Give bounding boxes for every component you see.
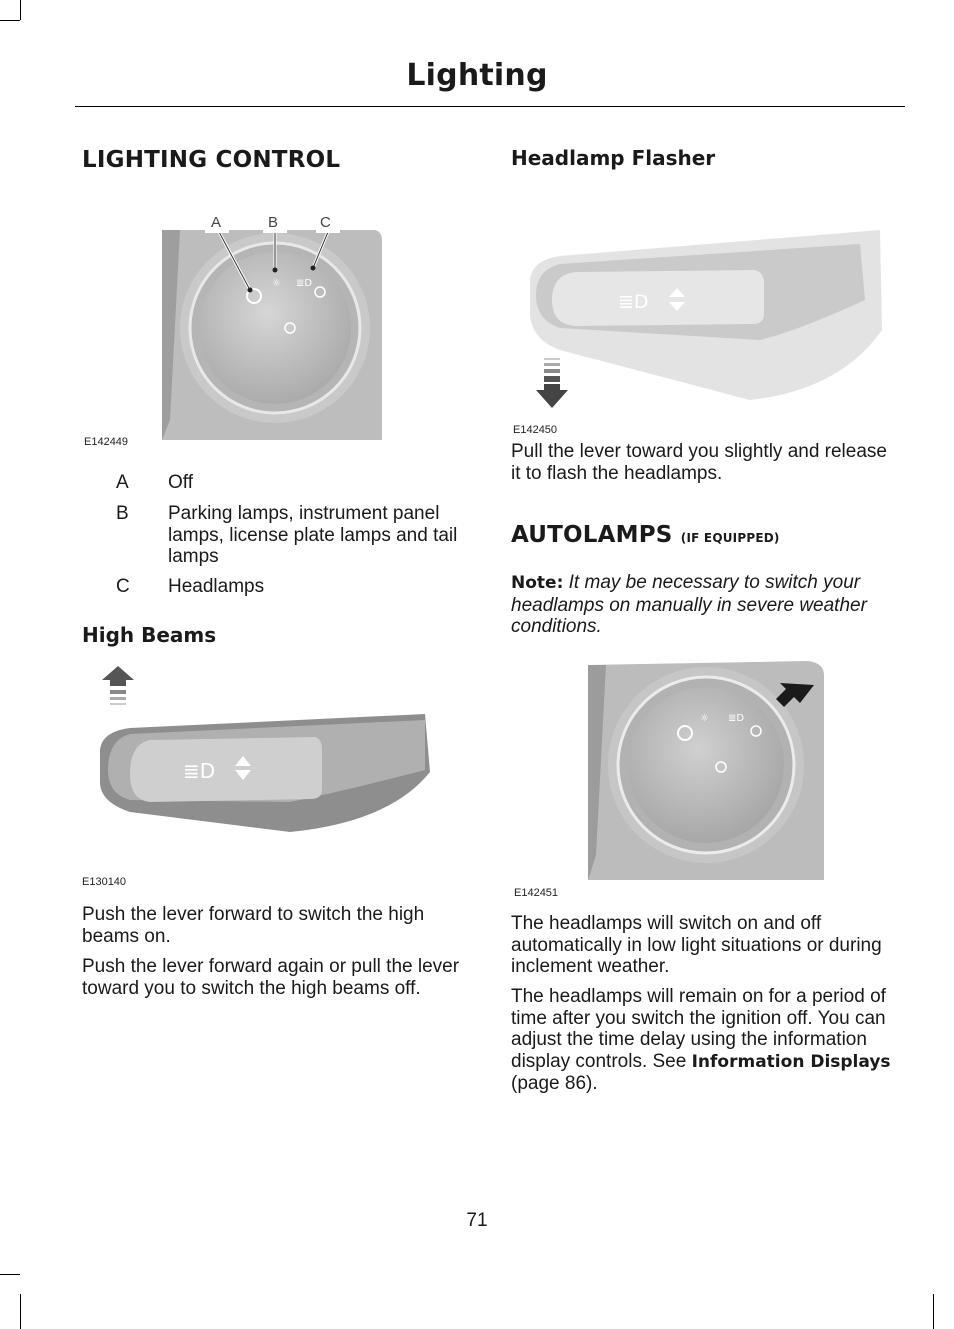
section-title-text: AUTOLAMPS — [511, 522, 673, 548]
legend-text: Off — [168, 472, 193, 493]
callout-label-c: C — [320, 214, 331, 231]
note-label: Note: — [511, 573, 564, 593]
figure-code: E142449 — [84, 436, 129, 448]
crop-mark — [20, 1294, 21, 1329]
svg-text:☼: ☼ — [272, 278, 281, 289]
legend-key: B — [116, 503, 129, 524]
legend-text: Headlamps — [168, 576, 265, 597]
legend-text: Parking lamps, instrument panel lamps, license plate lamps and tail lamps — [168, 503, 458, 567]
figure-code: E142450 — [513, 424, 558, 436]
paragraph: Push the lever forward to switch the high beams on. — [82, 904, 425, 947]
paragraph: Pull the lever toward you slightly and release it to flash the headlamps. — [511, 441, 887, 484]
section-title-lighting-control: LIGHTING CONTROL — [82, 147, 341, 173]
figure-code: E142451 — [514, 887, 559, 899]
svg-text:≣D: ≣D — [728, 713, 745, 724]
page-title: Lighting — [406, 58, 548, 93]
svg-text:≣D: ≣D — [618, 291, 649, 313]
paragraph: Push the lever forward again or pull the lever toward you to switch the high beams off. — [82, 956, 460, 999]
crop-mark — [933, 1294, 934, 1329]
legend-key: C — [116, 576, 130, 597]
lighting-control-figure — [150, 210, 385, 445]
legend-key: A — [116, 472, 129, 493]
subsection-title-high-beams: High Beams — [82, 623, 217, 647]
svg-text:☼: ☼ — [700, 713, 709, 724]
page-number: 71 — [466, 1210, 488, 1231]
crop-mark — [20, 0, 21, 20]
crop-mark — [0, 20, 20, 21]
subsection-title-headlamp-flasher: Headlamp Flasher — [511, 146, 716, 170]
paragraph: The headlamps will switch on and off automatically in low light situations or during inclement weather. — [511, 913, 882, 977]
paragraph — [511, 986, 906, 1095]
note-text: It may be necessary to switch your headlamps on manually in severe weather conditions. — [511, 572, 867, 637]
section-title-suffix: (IF EQUIPPED) — [680, 531, 780, 545]
cross-reference-link[interactable]: Information Displays — [691, 1051, 891, 1072]
headlamp-flasher-figure — [520, 200, 885, 412]
svg-text:≣D: ≣D — [183, 759, 216, 783]
crop-mark — [0, 1274, 20, 1275]
autolamps-figure — [578, 655, 828, 885]
callout-label-a: A — [211, 214, 222, 231]
note — [511, 572, 906, 638]
paragraph-text: The headlamps will remain on for a period of time after you switch the ignition off. You can adjust the time delay using the information display controls. See — [511, 986, 886, 1072]
callout-label-b: B — [268, 214, 279, 231]
svg-text:≣D: ≣D — [296, 278, 313, 289]
page-reference: (page 86). — [511, 1073, 598, 1094]
high-beam-lever-figure — [90, 662, 435, 842]
header-divider — [75, 106, 905, 107]
section-title-autolamps — [511, 522, 780, 548]
figure-code: E130140 — [82, 876, 127, 888]
